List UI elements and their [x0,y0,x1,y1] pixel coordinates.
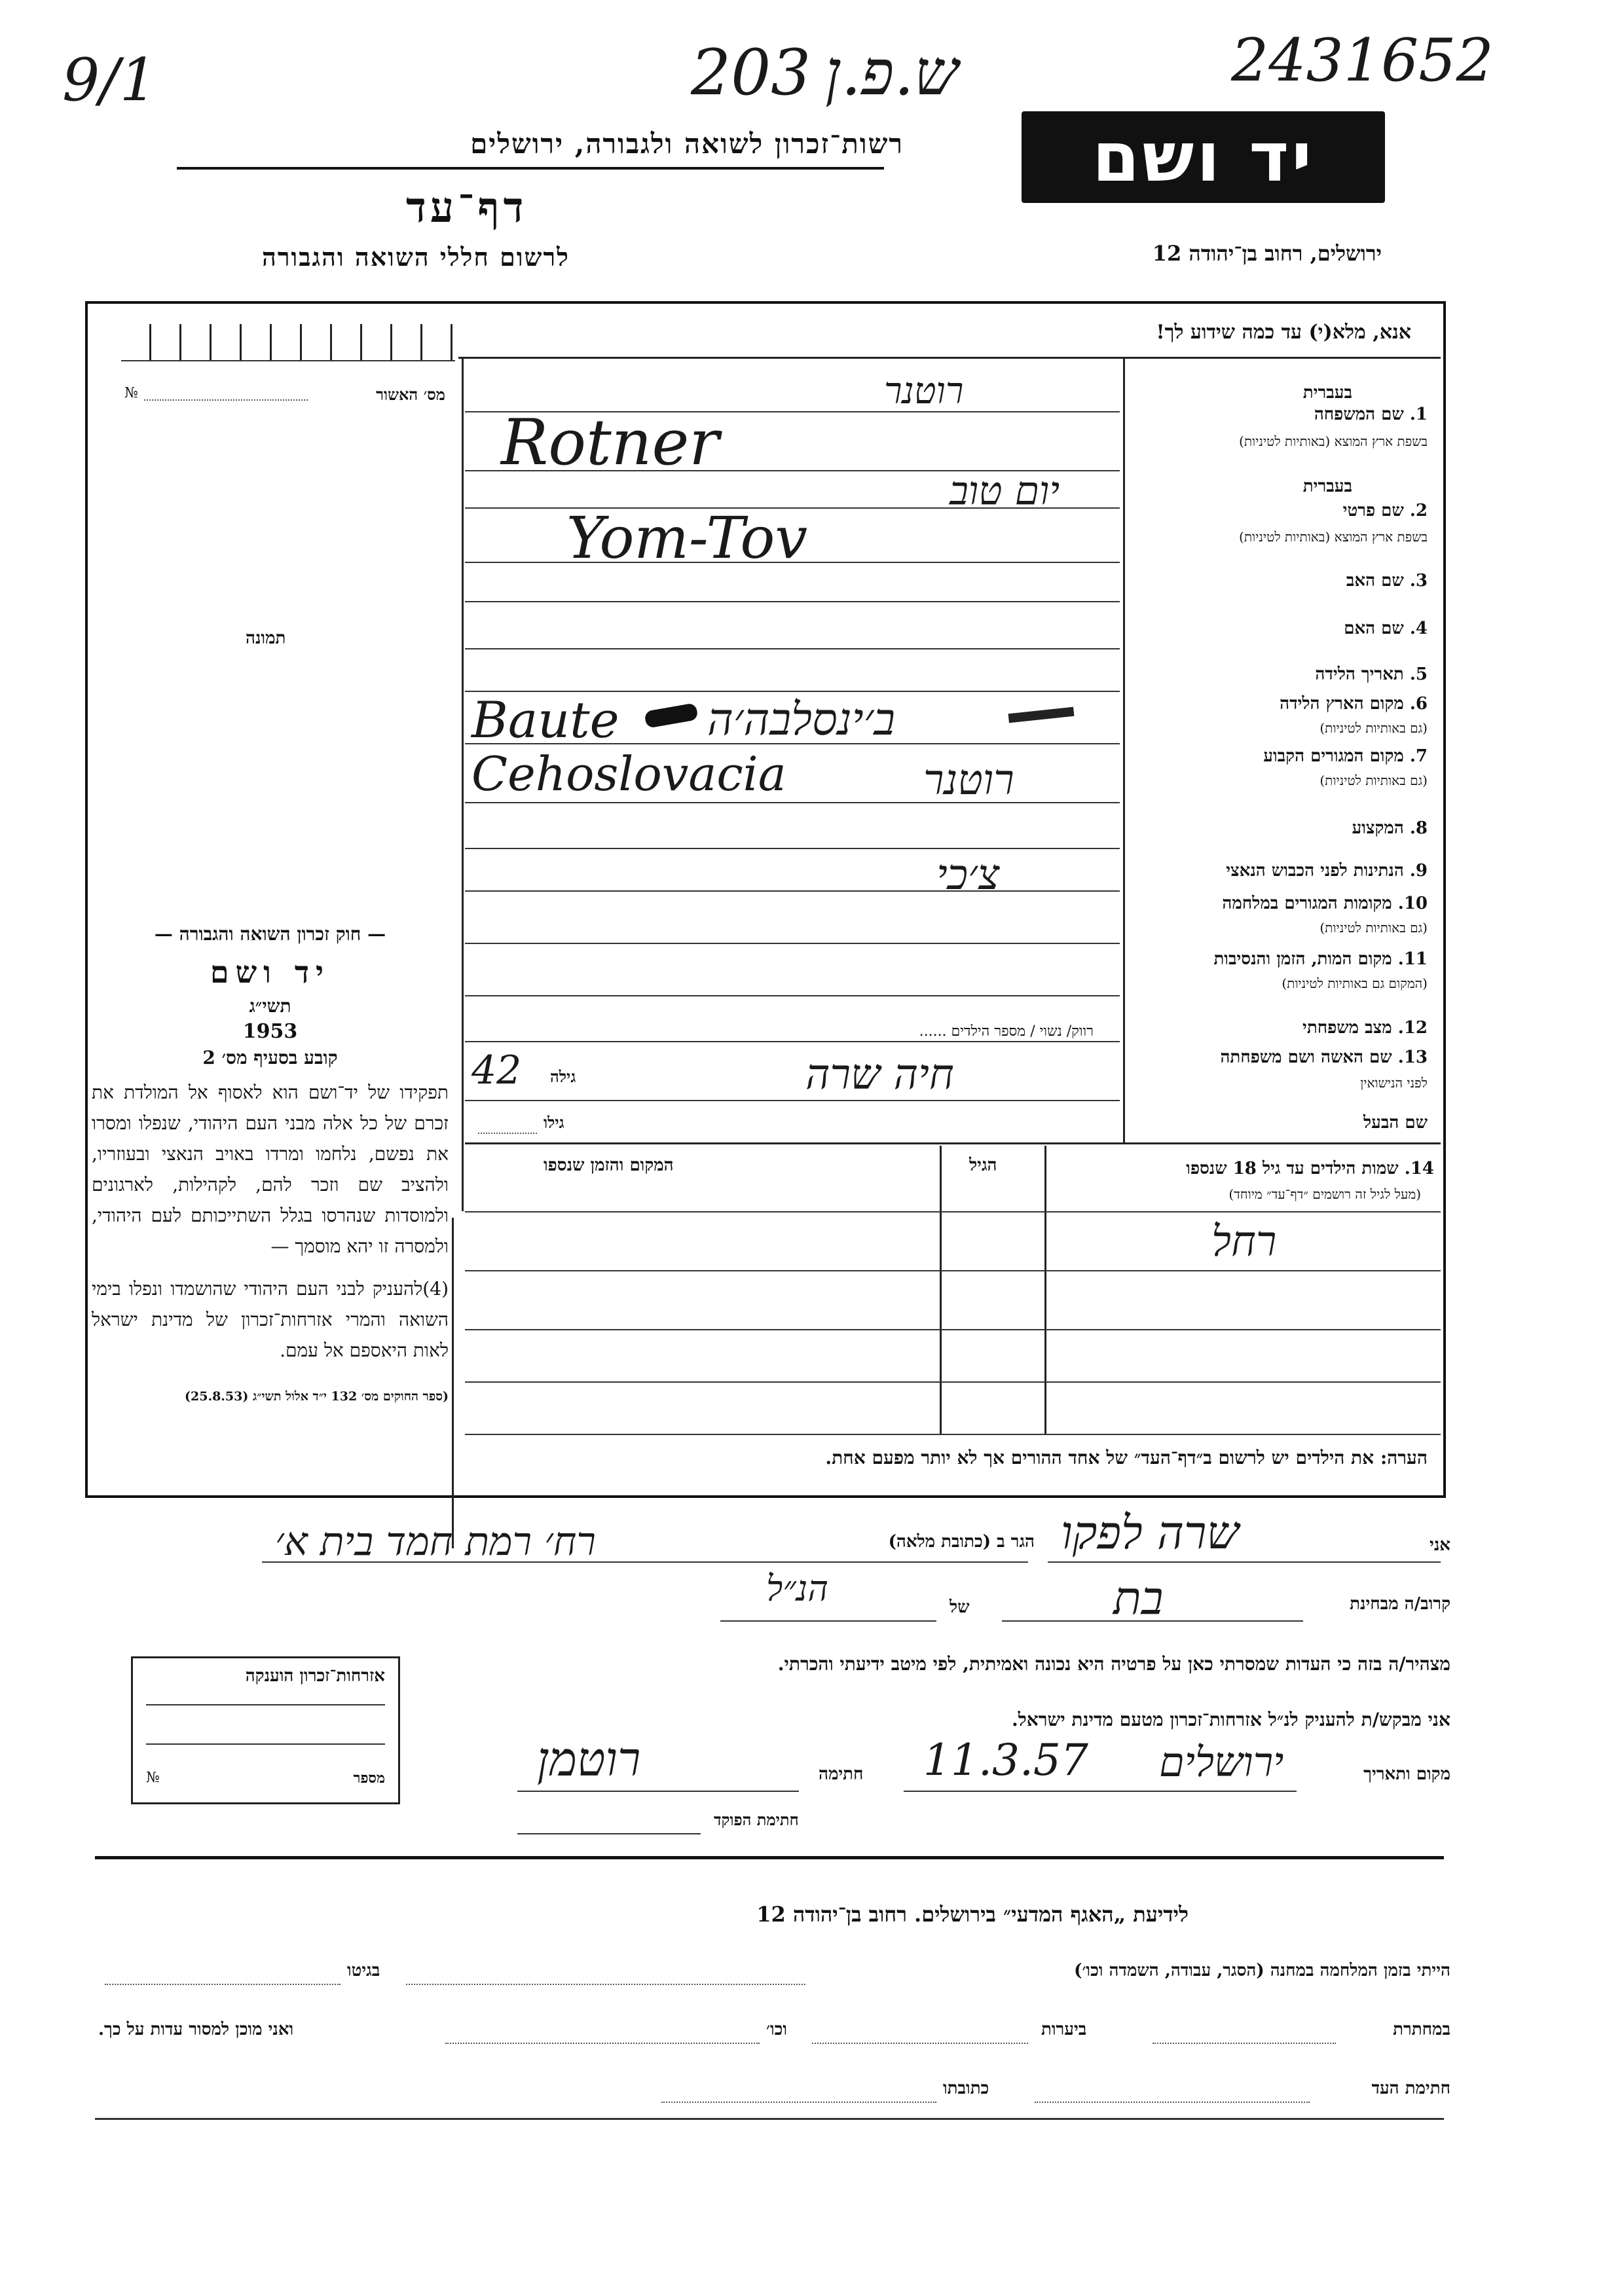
children-title: שמות הילדים עד גיל 18 שנספו [1186,1159,1399,1178]
field-13-value[interactable]: חיה שרה [805,1051,954,1099]
field-1-hebrew-value[interactable]: רוטנר [884,370,964,412]
field-2-name: שם פרטי [1342,501,1404,520]
wife-age-label: גילה [550,1067,576,1086]
yad-vashem-logo [1022,111,1385,203]
children-row-4 [465,1434,1441,1435]
field-2-label [1343,501,1428,520]
husband-age-label: גילו [544,1113,564,1132]
field-6-hebrew-value[interactable]: ב׳ינסלבה׳ה [707,694,896,746]
field-13-label [1220,1048,1428,1067]
decl-name-line [1048,1561,1441,1563]
children-num: 14. [1404,1159,1434,1178]
law-clause: קובע בסעיף מס׳ 2 [202,1047,338,1068]
field-8-line[interactable] [465,848,1120,849]
field-11-line-b[interactable] [465,1041,1120,1042]
footer-ready-label: ואני מוכן למסור עדות על כך. [98,2020,294,2039]
certificate-number-label: מספר [353,1770,385,1787]
side-divider-bottom [452,1218,454,1548]
field-12-name: מצב משפחתי [1302,1018,1392,1038]
field-3-name: שם האב [1346,571,1404,591]
authority-name: רשות־זכרון לשואה ולגבורה, ירושלים [470,128,904,160]
children-note: הערה: את הילדים יש לרשום ב״דף־העד״ של אחד ההורים אך לא יותר מפעם אחת. [825,1447,1428,1468]
law-text: תפקידו של יד־ושם הוא לאסוף אל המולדת את זכרם של כל אלה מבני העם היהודי, שנפלו ומסרו את נפשם, נלחמו ומרדו באויב הנאצי ובעוזריו, ולהציב שם וזכר להם, לקהילות, לארגונים ולמוסדות שנהרסו בגלל השתייכותם לעם היהודי, ולמסרה זו יהא מוסמך — [92,1082,449,1257]
field-11-label [1213,949,1428,969]
field-2-num: 2. [1409,501,1428,520]
field-7-num: 7. [1409,746,1428,766]
labels-divider [1123,357,1125,1142]
field-3-line[interactable] [465,601,1120,602]
field-10-line[interactable] [465,943,1120,944]
field-12-label [1302,1018,1428,1038]
footer-etc-label: וכו׳ [766,2020,788,2039]
footer-forests-field[interactable] [812,2043,1028,2044]
footer-ghetto-field[interactable] [105,1984,341,1985]
children-row-1 [465,1270,1441,1271]
corner-fraction: 9/1 [62,46,157,115]
field-4-label [1344,619,1428,638]
field-4-num: 4. [1409,619,1428,638]
field-9-value[interactable]: צ׳כי [936,851,1000,900]
law-text-2: (4)להעניק לבני העם היהודי שהושמדו ונפלו בימי השואה והמרי אזרחות־זכרון של מדינת ישראל לאות היאספם אל עמם. [92,1278,449,1361]
intro-rule [458,357,1441,359]
field-8-name: המקצוע [1352,818,1404,838]
children-col-divider-2 [940,1146,942,1434]
footer-ghetto-label: בגיטו [347,1961,380,1980]
decl-officer-label: חתימת הפוקד [714,1810,799,1829]
decl-signature-line [517,1791,799,1792]
field-7-sub: (גם באותיות לטיניות) [1320,773,1428,788]
approval-label: מס׳ האשור [376,385,445,404]
field-10-sub: (גם באותיות לטיניות) [1320,920,1428,936]
footer-underground-label: במחתרת [1393,2020,1450,2039]
field-4-line[interactable] [465,648,1120,649]
handwritten-number: 203 [691,36,811,109]
field-8-label [1352,818,1428,838]
footer-witness-signature-field[interactable] [1035,2102,1310,2103]
footer-title: לידיעת „האגף המדעי״ בירושלים. רחוב בן־יהודה 12 [756,1902,1189,1927]
footer-forests-label: ביערות [1041,2020,1087,2039]
field-9-line [465,890,1120,892]
children-label [1186,1159,1434,1178]
field-11-num: 11. [1397,949,1428,969]
decl-address-value[interactable]: רח׳ רמת חמד בית א׳ [275,1519,596,1565]
decl-of-label: של [950,1597,970,1617]
decl-statement: מצהיר/ה בזה כי העדות שמסרתי כאן על פרטיה היא נכונה ואמיתית, לפי מיטב ידיעתי והכרתי. [777,1653,1450,1675]
children-sub: (מעל לגיל זה רושמים ״דף־עד״ מיוחד) [1228,1186,1421,1202]
field-4-name: שם האם [1344,619,1404,638]
decl-address-line [262,1561,1028,1563]
decl-signature-label: חתימה [819,1764,864,1784]
header-address: ירושלים, רחוב בן־יהודה 12 [1152,241,1382,266]
decl-i-label: אני [1430,1535,1450,1555]
field-9-name: הנתינות לפני הכבוש הנאצי [1226,861,1404,881]
field-13-sub: לפני הנישואין [1360,1075,1428,1091]
field-7-label [1263,746,1428,766]
field-11-sub: (המקום גם באותיות לטיניות) [1282,975,1428,991]
footer-witness-signature-label: חתימת העד [1371,2079,1450,2098]
form-title: דף־עד [406,183,528,232]
children-row-2 [465,1329,1441,1330]
field-2-latin-value[interactable]: Yom-Tov [566,504,808,572]
decl-of-value[interactable]: הנ״ל [766,1568,828,1609]
field-6-num: 6. [1409,694,1428,714]
field-7-latin-value[interactable]: Cehoslovacia [471,746,786,801]
field-1-sub: בשפת ארץ המוצא (באותיות לטיניות) [1239,433,1428,449]
footer-underground-field[interactable] [1153,2043,1336,2044]
field-7-name: מקום המגורים הקבוע [1263,746,1404,766]
field-7-hebrew-value[interactable]: רוטנר [923,756,1014,805]
field-6-sub: (גם באותיות לטיניות) [1320,720,1428,736]
in-hebrew-1: בעברית [1302,383,1352,403]
field-1-latin-value[interactable]: Rotner [501,406,720,479]
side-divider [462,357,464,1211]
field-2-latin-line [465,562,1120,563]
law-name: יד ושם [210,955,331,990]
footer-camp-field[interactable] [406,1984,805,1985]
field-13-line [465,1100,1120,1101]
field-10-name: מקומות המגורים במלחמה [1222,894,1392,913]
decl-relation-line [1002,1620,1303,1622]
field-10-num: 10. [1397,894,1428,913]
form-subtitle: לרשום חללי השואה והגבורה [262,242,570,272]
field-3-num: 3. [1409,571,1428,591]
approval-ticks [121,324,455,361]
footer-address-field[interactable] [661,2102,936,2103]
form-intro: אנא, מלא(י) עד כמה שידוע לך! [1156,321,1411,344]
field-5-name: תאריך הלידה [1315,665,1404,684]
decl-relation-value[interactable]: בת [1113,1571,1164,1625]
field-13-num: 13. [1397,1048,1428,1067]
footer-etc-field[interactable] [445,2043,760,2044]
authority-underline [177,167,884,170]
field-11-name: מקום המות, הזמן והנסיבות [1213,949,1392,969]
handwritten-reference-number: 2431652 [1231,26,1494,95]
law-year-heb: תשי״ג [249,995,291,1017]
footer-address-label: כתובתו [943,2079,989,2098]
logo-text: יד ושם [1092,117,1314,197]
field-6-name: מקום הארץ הלידה [1280,694,1404,714]
field-9-label [1226,861,1428,881]
in-hebrew-2: בעברית [1302,477,1352,496]
husband-age-field[interactable] [478,1133,537,1134]
decl-officer-line[interactable] [517,1833,701,1834]
law-title: — חוק זכרון השואה והגבורה — [154,923,386,945]
certificate-box-title: אזרחות־זכרון הוענקה [245,1666,385,1686]
footer-camp-label: הייתי בזמן המלחמה במחנה (הסגר, עבודה, השמדה וכו׳) [1074,1961,1450,1980]
field-6-line [465,743,1120,744]
field-2-hebrew-value[interactable]: יום טוב [950,468,1060,514]
law-panel [92,923,449,1525]
approval-field[interactable] [144,399,308,401]
photo-label: תמונה [246,629,286,648]
field-2-sub: בשפת ארץ המוצא (באותיות לטיניות) [1239,529,1428,545]
field-7-line [465,802,1120,803]
field-5-num: 5. [1409,665,1428,684]
field-8-num: 8. [1409,818,1428,838]
children-row-3 [465,1381,1441,1383]
decl-name-value[interactable]: שרה לפקו [1061,1506,1240,1559]
decl-date-value[interactable]: 11.3.57 [923,1735,1088,1785]
wife-age-value[interactable]: 42 [471,1048,522,1093]
field-13-name: שם האשה ושם משפחתה [1220,1048,1392,1067]
decl-place-line [904,1791,1297,1792]
field-3-label [1346,571,1428,591]
field-11-line-a[interactable] [465,995,1120,996]
field-1-num: 1. [1409,405,1428,424]
decl-place-date-label: מקום ותאריך [1363,1764,1450,1784]
children-header-rule [465,1211,1441,1212]
law-source: (ספר החוקים מס׳ 132 י״ד אלול תשי״ג (25.8.53) [185,1389,449,1404]
children-col-age: הגיל [969,1156,997,1175]
decl-place-value[interactable]: ירושלים [1159,1738,1284,1786]
field-6-latin-value[interactable]: Baute [471,691,619,749]
decl-residing-label: הגר ב (כתובת מלאה) [888,1532,1035,1552]
field-6-label [1280,694,1428,714]
footer-frame [95,1856,1444,2120]
decl-request: אני מבקש/ת להעניק לנ״ל אזרחות־זכרון מטעם מדינת ישראל. [1011,1709,1450,1730]
field-12-num: 12. [1397,1018,1428,1038]
law-year: 1953 [242,1020,298,1043]
husband-label: שם הבעל [1363,1113,1428,1133]
field-12-options[interactable]: רווק/ נשוי / מספר הילדים ...... [919,1023,1094,1040]
certificate-box [131,1656,400,1804]
field-5-label [1315,665,1428,684]
field-1-label [1314,405,1428,424]
field-1-name: שם המשפחה [1314,405,1404,424]
approval-no-mark: № [124,385,138,401]
decl-signature-value[interactable]: רוטמן [537,1732,641,1787]
children-col-divider-1 [1044,1146,1046,1434]
certificate-no-mark: № [146,1770,160,1786]
field-10-label [1222,894,1428,913]
handwritten-letters: ש.פ.ן [825,36,959,109]
decl-of-line [720,1620,936,1622]
husband-rule [465,1142,1441,1144]
decl-relation-label: קרוב/ה מבחינת [1350,1594,1450,1614]
field-9-num: 9. [1409,861,1428,881]
child-1-name[interactable]: רחל [1211,1218,1277,1266]
children-col-place: המקום והזמן שנספו [544,1156,674,1175]
